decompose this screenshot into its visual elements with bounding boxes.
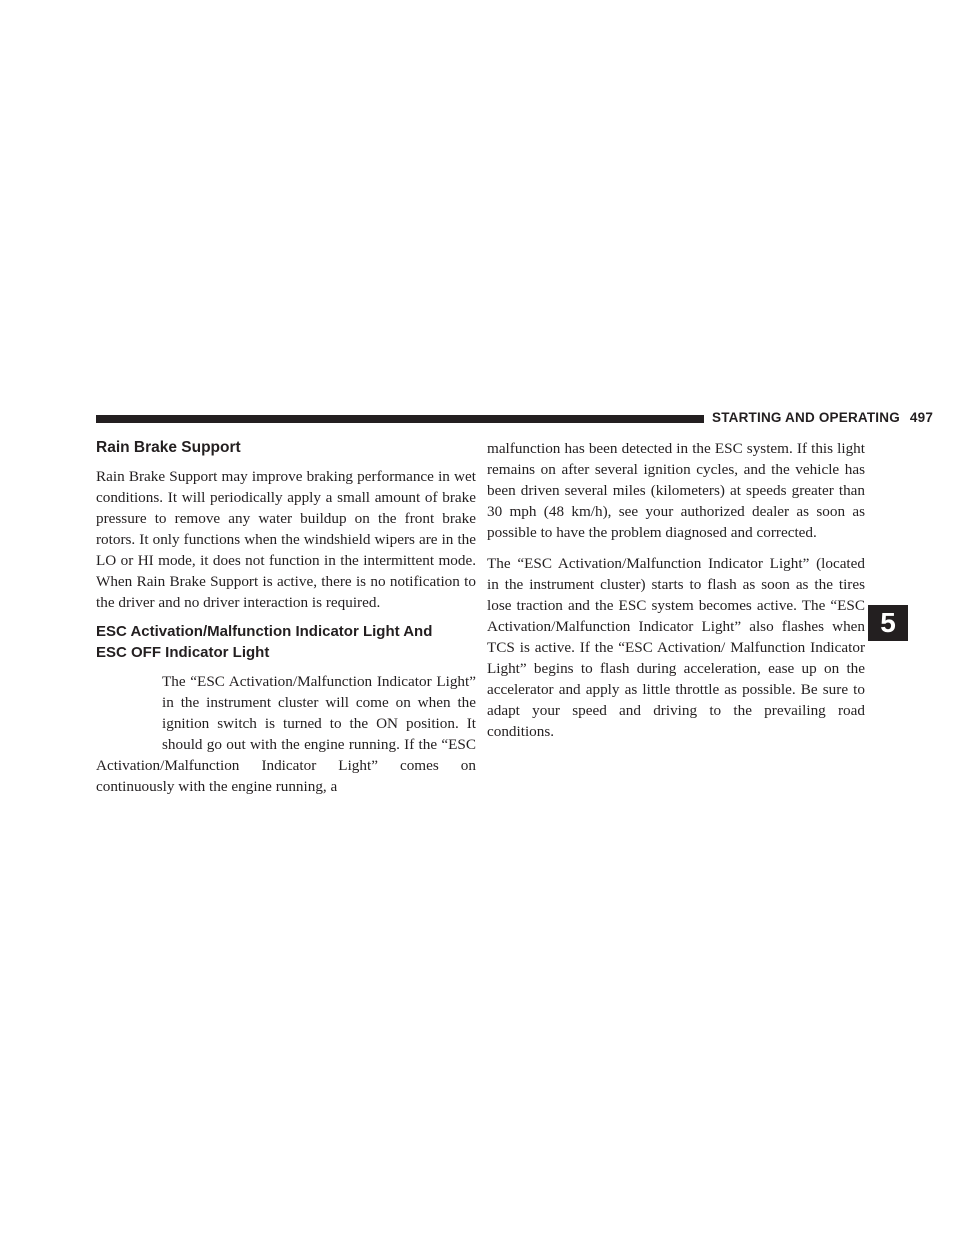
left-column bbox=[96, 438, 476, 797]
esc-indicator-block bbox=[96, 671, 476, 797]
esc-indicator-paragraph: The “ESC Activation/Malfunction Indicator Light” in the instrument cluster will come on when the ignition switch is turned to the ON position. It should go out with the engine running. If the “ESC Activation/Malfunction Indicator Light” comes on continuously with the engine running, a bbox=[96, 673, 476, 795]
esc-indicator-heading bbox=[96, 621, 476, 663]
esc-indicator-icon-slot bbox=[96, 671, 154, 755]
rain-brake-support-paragraph: Rain Brake Support may improve braking performance in wet conditions. It will periodically apply a small amount of brake pressure to remove any water buildup on the front brake rotors. It only functions when the windshield wipers are in the LO or HI mode, it does not function in the intermittent mode. When Rain Brake Support is active, there is no notification to the driver and no driver interaction is required. bbox=[96, 468, 476, 611]
page-number: 497 bbox=[909, 410, 934, 425]
section-title: STARTING AND OPERATING bbox=[712, 410, 900, 425]
chapter-tab: 5 bbox=[868, 605, 908, 641]
esc-flash-paragraph: The “ESC Activation/Malfunction Indicator Light” (located in the instrument cluster) starts to flash as soon as the tires lose traction and the ESC system becomes active. The “ESC Activation/Malfunction Indicator Light” also flashes when TCS is active. If the “ESC Activation/ Malfunction Indicator Light” begins to flash during acceleration, ease up on the accelerator and apply as little throttle as possible. Be sure to adapt your speed and driving to the prevailing road conditions. bbox=[487, 555, 865, 740]
esc-heading-line-2: ESC OFF Indicator Light bbox=[96, 644, 270, 661]
rain-brake-support-heading: Rain Brake Support bbox=[96, 439, 241, 456]
header-rule bbox=[96, 415, 704, 423]
running-header bbox=[712, 410, 933, 425]
esc-heading-line-1: ESC Activation/Malfunction Indicator Light And bbox=[96, 623, 433, 640]
esc-malfunction-continued-paragraph: malfunction has been detected in the ESC system. If this light remains on after several ignition cycles, and the vehicle has been driven several miles (kilometers) at speeds greater than 30 mph (48 km/h), see your authorized dealer as soon as possible to have the problem diagnosed and corrected. bbox=[487, 440, 865, 541]
right-column bbox=[487, 438, 865, 742]
